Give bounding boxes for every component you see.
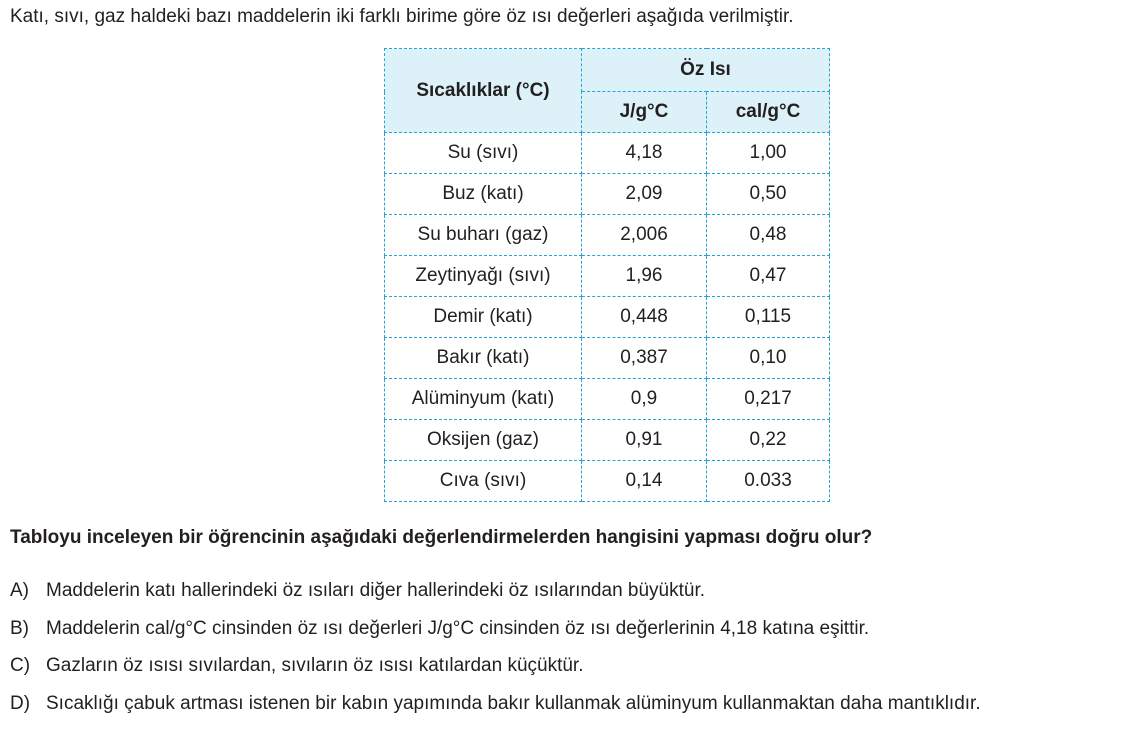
cal-value-cell: 0,48 <box>707 215 830 256</box>
cal-value-cell: 0,50 <box>707 174 830 215</box>
substance-cell: Bakır (katı) <box>385 338 582 379</box>
specific-heat-table-container <box>384 48 830 502</box>
substance-cell: Alüminyum (katı) <box>385 379 582 420</box>
intro-text: Katı, sıvı, gaz haldeki bazı maddelerin iki farklı birime göre öz ısı değerleri aşağıda verilmiştir. <box>10 6 794 28</box>
cal-value-cell: 0,47 <box>707 256 830 297</box>
j-value-cell: 4,18 <box>582 133 707 174</box>
j-value-cell: 2,09 <box>582 174 707 215</box>
j-value-cell: 0,91 <box>582 420 707 461</box>
question-text: Tabloyu inceleyen bir öğrencinin aşağıdaki değerlendirmelerden hangisini yapması doğru olur? <box>10 527 872 549</box>
header-j-unit: J/g°C <box>582 92 707 133</box>
table-row <box>385 461 830 502</box>
option-a[interactable] <box>10 580 981 618</box>
option-text: Gazların öz ısısı sıvılardan, sıvıların öz ısısı katılardan küçüktür. <box>46 655 584 676</box>
cal-value-cell: 0,10 <box>707 338 830 379</box>
j-value-cell: 0,387 <box>582 338 707 379</box>
substance-cell: Zeytinyağı (sıvı) <box>385 256 582 297</box>
table-row <box>385 338 830 379</box>
option-c[interactable] <box>10 655 981 693</box>
table-row <box>385 379 830 420</box>
cal-value-cell: 0.033 <box>707 461 830 502</box>
substance-cell: Su (sıvı) <box>385 133 582 174</box>
option-letter: A) <box>10 580 46 602</box>
answer-options <box>10 580 981 730</box>
option-letter: B) <box>10 618 46 640</box>
cal-value-cell: 1,00 <box>707 133 830 174</box>
substance-cell: Demir (katı) <box>385 297 582 338</box>
substance-cell: Su buharı (gaz) <box>385 215 582 256</box>
cal-value-cell: 0,115 <box>707 297 830 338</box>
j-value-cell: 0,9 <box>582 379 707 420</box>
header-temperatures: Sıcaklıklar (°C) <box>385 49 582 133</box>
table-row <box>385 297 830 338</box>
option-b[interactable] <box>10 618 981 656</box>
table-row <box>385 256 830 297</box>
header-cal-unit: cal/g°C <box>707 92 830 133</box>
table-row <box>385 174 830 215</box>
j-value-cell: 1,96 <box>582 256 707 297</box>
table-row <box>385 133 830 174</box>
j-value-cell: 0,14 <box>582 461 707 502</box>
j-value-cell: 0,448 <box>582 297 707 338</box>
substance-cell: Oksijen (gaz) <box>385 420 582 461</box>
option-letter: C) <box>10 655 46 677</box>
option-text: Sıcaklığı çabuk artması istenen bir kabın yapımında bakır kullanmak alüminyum kullanmaktan daha mantıklıdır. <box>46 693 981 714</box>
option-d[interactable] <box>10 693 981 730</box>
substance-cell: Cıva (sıvı) <box>385 461 582 502</box>
substance-cell: Buz (katı) <box>385 174 582 215</box>
table-row <box>385 420 830 461</box>
option-letter: D) <box>10 693 46 715</box>
j-value-cell: 2,006 <box>582 215 707 256</box>
header-specific-heat: Öz Isı <box>582 49 830 92</box>
option-text: Maddelerin cal/g°C cinsinden öz ısı değerleri J/g°C cinsinden öz ısı değerlerinin 4,18 katına eşittir. <box>46 618 869 639</box>
option-text: Maddelerin katı hallerindeki öz ısıları diğer hallerindeki öz ısılarından büyüktür. <box>46 580 705 601</box>
cal-value-cell: 0,217 <box>707 379 830 420</box>
table-row <box>385 215 830 256</box>
cal-value-cell: 0,22 <box>707 420 830 461</box>
specific-heat-table <box>384 48 830 502</box>
